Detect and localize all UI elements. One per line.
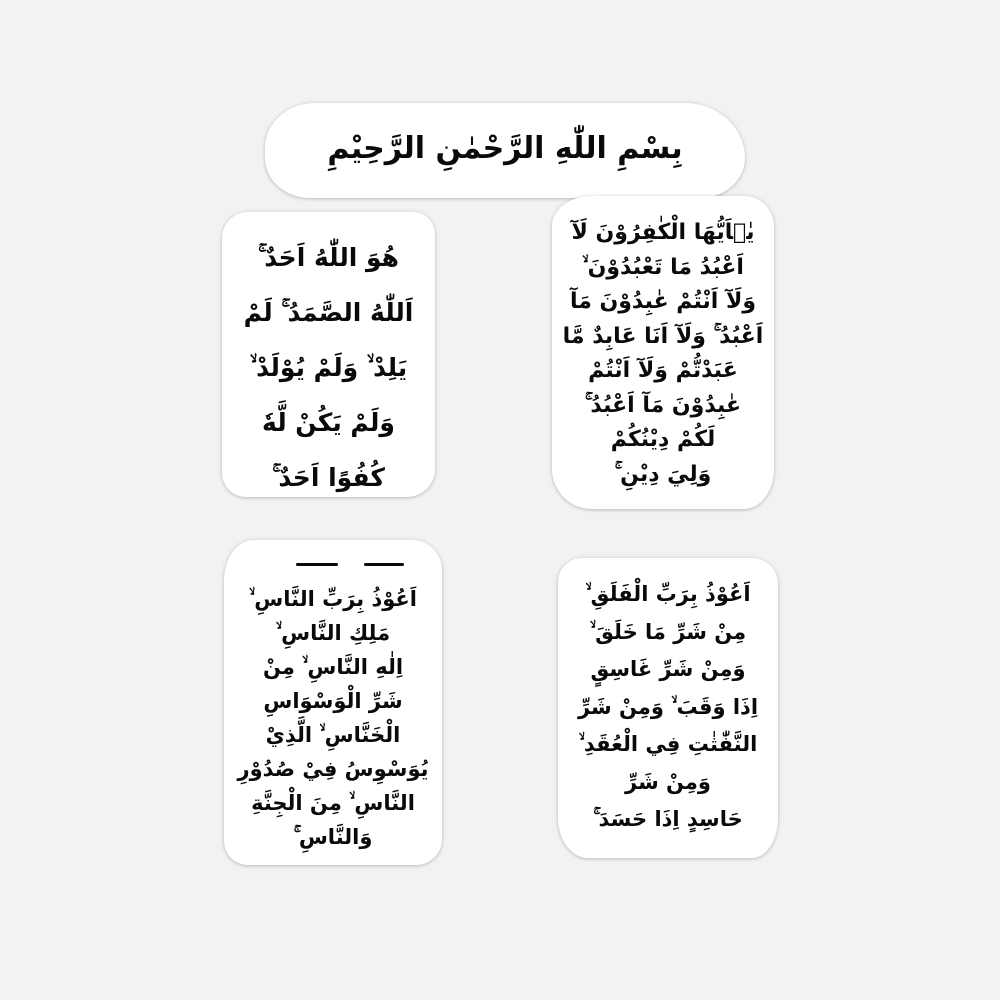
verse-line: عَبَدْتُّمْ وَلَآ اَنْتُمْ xyxy=(588,358,738,383)
verse-line: اِذَا وَقَبَ ۙ وَمِنْ شَرِّ xyxy=(577,694,759,719)
verse-line: وَمِنْ شَرِّ xyxy=(625,769,711,794)
verse-line: يَلِدْ ۙ وَلَمْ يُوْلَدْ ۙ xyxy=(249,353,408,382)
verse-line: مَلِكِ النَّاسِ ۙ xyxy=(275,621,391,645)
surah-kafirun-text xyxy=(560,216,766,492)
verse-line: اَعْبُدُ ۚ وَلَآ اَنَا عَابِدٌ مَّا xyxy=(562,323,764,349)
verse-line: حَاسِدٍ اِذَا حَسَدَ ۚ xyxy=(593,807,743,831)
surah-falaq-text xyxy=(566,576,770,839)
surah-ikhlas-text xyxy=(232,230,425,505)
bismillah-text xyxy=(265,129,745,169)
surah-nas-text xyxy=(232,582,434,854)
surah-nas-sticker xyxy=(224,540,442,865)
verse-line: النَّفّٰثٰتِ فِي الْعُقَدِ ۙ xyxy=(578,732,758,756)
verse-line: اَعُوْذُ بِرَبِّ النَّاسِ ۙ xyxy=(249,587,417,611)
bismillah-sticker xyxy=(265,103,745,198)
verse-line: يٰۤاَيُّهَا الْكٰفِرُوْنَ لَآ xyxy=(571,220,755,245)
verse-line: وَمِنْ شَرِّ غَاسِقٍ xyxy=(590,657,746,681)
bismillah-line: بِسْمِ اللّٰهِ الرَّحْمٰنِ الرَّحِيْمِ xyxy=(327,131,683,166)
verse-line: وَلِيَ دِيْنِ ۚ xyxy=(614,461,712,487)
verse-line: اَللّٰهُ الصَّمَدُ ۚ لَمْ xyxy=(243,298,414,327)
verse-line: شَرِّ الْوَسْوَاسِ xyxy=(263,689,403,713)
verse-line: وَلَآ اَنْتُمْ عٰبِدُوْنَ مَآ xyxy=(569,289,757,314)
verse-line: لَكُمْ دِيْنُكُمْ xyxy=(610,427,716,452)
verse-line: النَّاسِ ۙ مِنَ الْجِنَّةِ xyxy=(251,791,415,815)
verse-line: كُفُوًا اَحَدٌ ۚ xyxy=(272,463,385,492)
verse-line: عٰبِدُوْنَ مَآ اَعْبُدُ ۚ xyxy=(584,392,742,418)
verse-line: مِنْ شَرِّ مَا خَلَقَ ۙ xyxy=(589,619,747,644)
surah-ikhlas-sticker xyxy=(222,212,435,497)
verse-line: وَلَمْ يَكُنْ لَّهٗ xyxy=(262,408,395,437)
verse-line: اَعْبُدُ مَا تَعْبُدُوْنَ ۙ xyxy=(582,254,744,280)
decorative-stroke xyxy=(364,563,404,566)
decorative-stroke xyxy=(296,563,338,566)
verse-line: وَالنَّاسِ ۚ xyxy=(293,825,373,849)
verse-line: هُوَ اللّٰهُ اَحَدٌ ۚ xyxy=(257,243,400,272)
verse-line: يُوَسْوِسُ فِيْ صُدُوْرِ xyxy=(237,757,429,781)
surah-falaq-sticker xyxy=(558,558,778,858)
verse-line: الْخَنَّاسِ ۙ الَّذِيْ xyxy=(265,723,401,747)
verse-line: اِلٰهِ النَّاسِ ۙ مِنْ xyxy=(262,655,404,679)
surah-kafirun-sticker xyxy=(552,196,774,509)
verse-line: اَعُوْذُ بِرَبِّ الْفَلَقِ ۙ xyxy=(585,582,751,606)
